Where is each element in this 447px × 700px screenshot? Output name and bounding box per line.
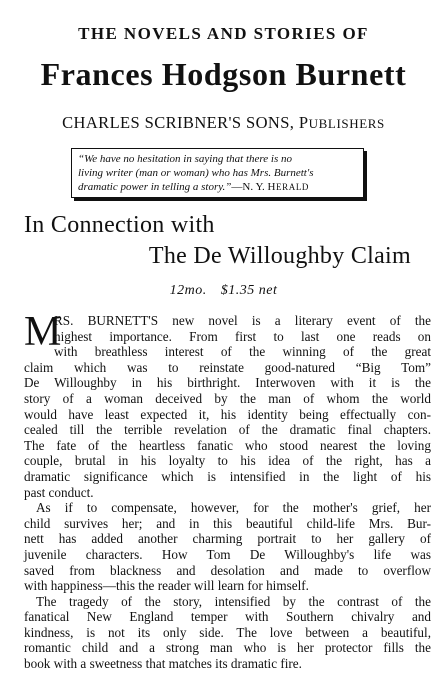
text-line: book with a sweetness that matches its dramatic fire.: [24, 656, 302, 672]
text-line: claim which was to reinstate good-natured “Big Tom”: [24, 359, 431, 375]
text-line: with happiness—this the reader will learn for himself.: [24, 578, 309, 594]
paragraph-3: [24, 594, 431, 672]
text-line: kindness, is not its only side. The love between a beautiful,: [24, 624, 431, 640]
attribution-prefix: —N. Y.: [231, 181, 265, 193]
book-title-line-2: The De Willoughby Claim: [148, 243, 411, 269]
text-line: cealed till the terrible revelation of the dramatic final chapters.: [24, 422, 431, 438]
text-line: RS. BURNETT'S new novel is a literary event of the: [54, 313, 431, 328]
text-line: couple, brutal in his loyalty to his idea of the right, has a: [24, 453, 431, 469]
author-name: Frances Hodgson Burnett: [40, 56, 407, 92]
text-line: dramatic significance which is intensified in the light of his: [24, 468, 431, 484]
series-title: THE NOVELS AND STORIES OF: [78, 24, 369, 43]
text-line: with breathless interest of the winning of the great: [54, 344, 431, 360]
text-line: nett has added another charming portrait to her gallery of: [24, 531, 431, 547]
book-price: $1.35 net: [220, 283, 278, 298]
description-text: [24, 309, 431, 672]
drop-cap: M: [24, 309, 62, 355]
quote-attribution: [231, 181, 309, 193]
quote-text: dramatic power in telling a story.”: [78, 181, 232, 193]
publisher-label: PUBLISHERS: [298, 113, 385, 132]
text-line: romantic child and a strong man who is her protector fills the: [24, 640, 431, 656]
publisher-name: CHARLES SCRIBNER'S SONS,: [62, 113, 295, 132]
text-line: past conduct.: [24, 484, 94, 500]
book-title-line-1: In Connection with: [24, 212, 215, 238]
press-quote-box: [71, 148, 364, 198]
text-line: De Willoughby in his birthright. Interwoven with it is the: [24, 375, 431, 391]
text-line: story of a woman deceived by the man of whom the world: [24, 390, 431, 406]
text-line: would have least expected it, his identity being effectually con-: [24, 406, 431, 422]
text-line: As if to compensate, however, for the mother's grief, her: [36, 500, 431, 516]
attribution-newspaper: HERALD: [267, 181, 310, 193]
publisher-line: [0, 113, 447, 133]
text-line: The tragedy of the story, intensified by the contrast of the: [36, 593, 431, 609]
text-line: highest importance. From first to last one reads on: [54, 328, 431, 344]
text-line: The fate of the heartless fanatic who stood nearest the loving: [24, 437, 431, 453]
quote-line: living writer (man or woman) who has Mrs. Burnett's: [78, 167, 314, 179]
quote-line: [78, 180, 357, 194]
format-and-price: [0, 283, 447, 299]
book-format: 12mo.: [169, 283, 207, 298]
text-line: juvenile characters. How Tom De Willoughby's life was: [24, 546, 431, 562]
paragraph-2: [24, 500, 431, 594]
paragraph-1: [24, 309, 431, 500]
text-line: child survives her; and in this beautiful child-life Mrs. Bur-: [24, 515, 431, 531]
text-line: saved from blackness and desolation and made to overflow: [24, 562, 431, 578]
quote-line: “We have no hesitation in saying that there is no: [78, 153, 292, 165]
text-line: fanatical New England temper with Southern chivalry and: [24, 609, 431, 625]
